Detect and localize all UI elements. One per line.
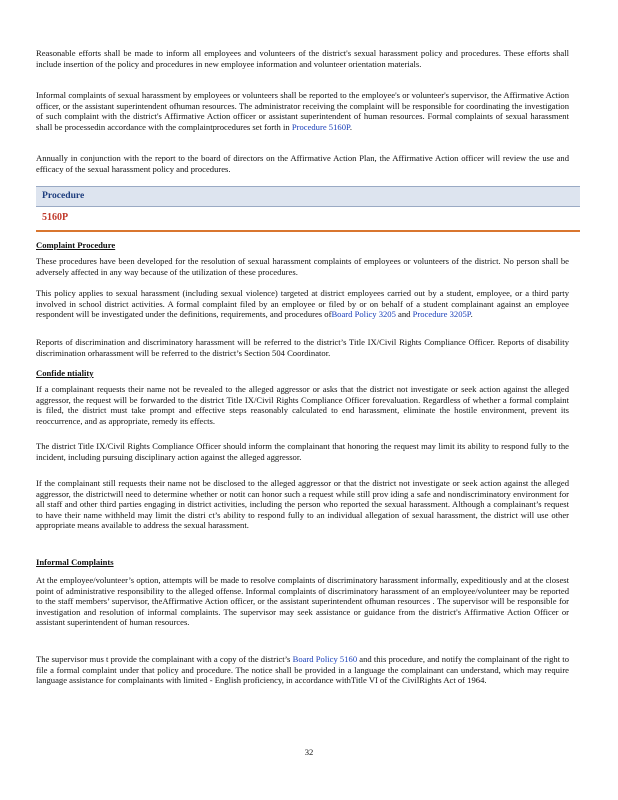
policy-number: 5160P: [42, 212, 69, 223]
complaint-procedure-heading: Complaint Procedure: [36, 240, 116, 250]
complaint-paragraph-1: These procedures have been developed for the resolution of sexual harassment complaints of employees or volunteers of the district. No person shall be adversely affected in any way because of the utilization of these procedures.: [36, 256, 569, 277]
intro-paragraph-2: Informal complaints of sexual harassment by employees or volunteers shall be reported to the employee's or volunteer's supervisor, the Affirmative Action officer, or the assistant superintendent ofhuman resources. The administrator receiving the complaint will be responsible for coordinating the investigation of such complaint with the district's Affirmative Action officer or assistant superintendent of human resources. Formal complaints of sexual harassment shall be processedin accordance with the complaintprocedures set forth in Procedure 5160P.: [36, 90, 569, 132]
page-number: 32: [304, 747, 314, 757]
procedure-heading: Procedure: [42, 190, 85, 201]
confidentiality-paragraph-1: If a complainant requests their name not be revealed to the alleged aggressor or asks that the district not investigate or seek action against the alleged aggressor, the request will be forwarded to the district Title IX/Civil Rights Compliance Officer forevaluation. Regardless of whether a formal complaint is filed, the district must take prompt and effective steps reasonably calculated to end harassment, eliminate the hostile environment, prevent its reoccurrence, and as appropriate, remedy its effects.: [36, 384, 569, 426]
intro-paragraph-3: Annually in conjunction with the report to the board of directors on the Affirmative Action Plan, the Affirmative Action officer will review the use and efficacy of the sexual harassment policy and procedures.: [36, 153, 569, 174]
procedure-3205p-link[interactable]: Procedure 3205P: [412, 309, 471, 320]
procedure-heading-bar: [36, 186, 580, 207]
confidentiality-paragraph-2: The district Title IX/Civil Rights Compliance Officer should inform the complainant that honoring the request may limit its ability to respond fully to the incident, including pursuing disciplinary action against the alleged aggressor.: [36, 441, 569, 462]
board-policy-3205-link[interactable]: Board Policy 3205: [331, 309, 396, 320]
procedure-5160p-link[interactable]: Procedure 5160P: [291, 121, 350, 132]
informal-paragraph-2: The supervisor mus t provide the complainant with a copy of the district’s Board Policy 5160 and this procedure, and notify the complainant of the right to file a formal complaint under that policy and procedure. The notice shall be provided in a language the complainant can understand, which may require language assistance for complainants with limited - English proficiency, in accordance withTitle VI of the CivilRights Act of 1964.: [36, 654, 569, 686]
complaint-paragraph-2: This policy applies to sexual harassment (including sexual violence) targeted at district employees carried out by a student, employee, or a third party involved in school district activities. A formal complaint filed by an employee or filed by or on behalf of a student complainant against an employee respondent will be investigated under the definitions, requirements, and procedures ofBoard Policy 3205 and Procedure 3205P.: [36, 288, 569, 320]
section-divider: [36, 230, 580, 232]
informal-complaints-heading: Informal Complaints: [36, 557, 114, 567]
confidentiality-paragraph-3: If the complainant still requests their name not be disclosed to the alleged aggressor or that the district not investigate or seek action against the alleged aggressor, the districtwill need to determine whether or notit can honor such a request while still prov iding a safe and nondiscriminatory environment for all staff and other third parties engaging in district activities, including the person who reported the sexual harassment. Although a complainant’s request to have their name withheld may limit the distri ct’s ability to respond fully to an individual allegation of sexual harassment, the district will use other appropriate means available to address the sexual harassment.: [36, 478, 569, 531]
informal-paragraph-1: At the employee/volunteer’s option, attempts will be made to resolve complaints of discriminatory harassment informally, expeditiously and at the closest point of administrative responsibility to the alleged offense. Informal complaints of discriminatory harassment of an employee/volunteer may be reported to the staff members’ supervisor, theAffirmative Action officer, or the assistant superintendent ofhuman resources . The supervisor will be responsible for investigation and resolution of informal complaints. The supervisor may seek assistance or guidance from the district's Affirmative Action Officer or assistant superintendent of human resources.: [36, 575, 569, 628]
intro-paragraph-1: Reasonable efforts shall be made to inform all employees and volunteers of the district's sexual harassment policy and procedures. These efforts shall include insertion of the policy and procedures in new employee information and volunteer orientation materials.: [36, 48, 569, 69]
confidentiality-heading: Confide ntiality: [36, 368, 94, 378]
complaint-paragraph-3: Reports of discrimination and discriminatory harassment will be referred to the district’s Title IX/Civil Rights Compliance Officer. Reports of disability discrimination orharassment will be referred to the district’s Section 504 Coordinator.: [36, 337, 569, 358]
intro-p2-text: Informal complaints of sexual harassment by employees or volunteers shall be reported to the employee's or volunteer's supervisor, the Affirmative Action officer, or the assistant superintendent ofhuman resources. The administrator receiving the complaint will be responsible for coordinating the investigation of such complaint with the district's Affirmative Action officer or assistant superintendent of human resources. Formal complaints of sexual harassment shall be processedin accordance with the complaintprocedures set forth in: [36, 90, 569, 132]
board-policy-5160-link[interactable]: Board Policy 5160: [292, 654, 358, 664]
